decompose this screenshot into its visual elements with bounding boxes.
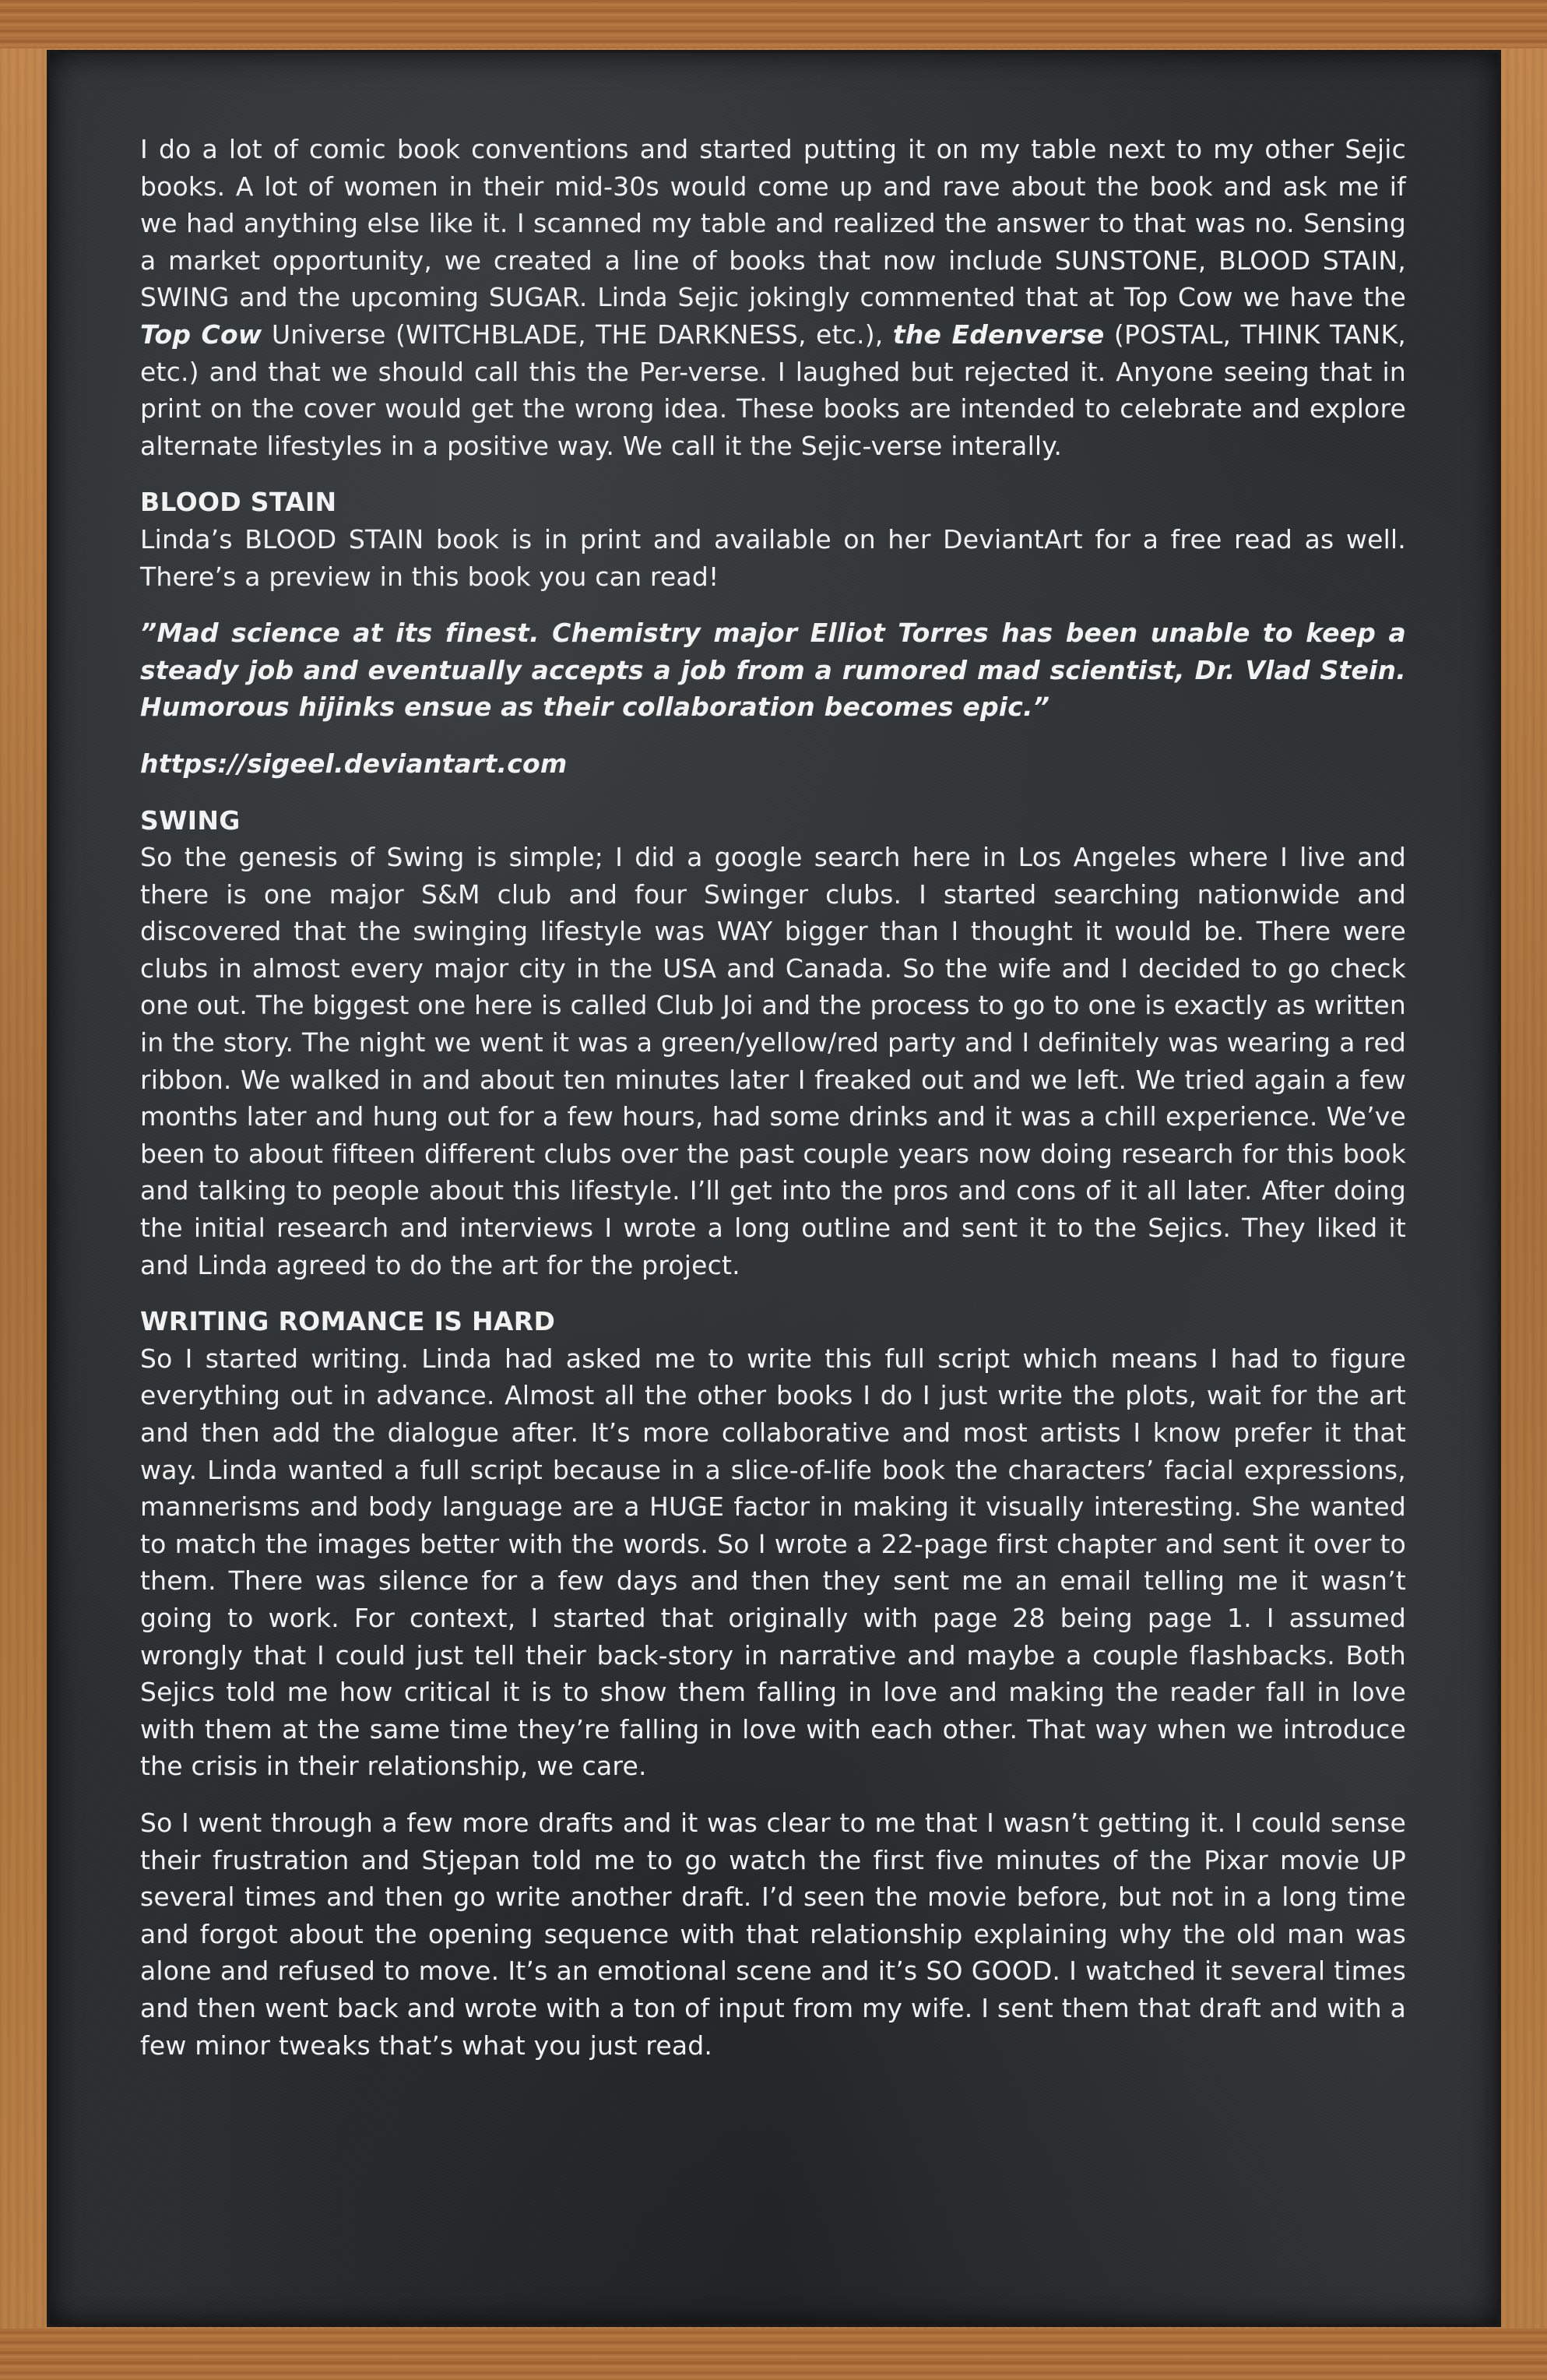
intro-emphasis-top-cow: Top Cow <box>140 319 262 350</box>
writing-romance-body: So I started writing. Linda had asked me to write this full script which means I had to figure everything out in advance. Almost all the other books I do I just write the plots, wait for the art and then add the dialogue after. It’s more collaborative and most artists I know prefer it that way. Linda wanted a full script because in a slice-of-life book the characters’ facial expressions, mannerisms and body language are a HUGE factor in making it visually interesting. She wanted to match the images better with the words. So I wrote a 22-page first chapter and sent it over to them. There was silence for a few days and then they sent me an email telling me it wasn’t going to work. For context, I started that originally with page 28 being page 1. I assumed wrongly that I could just tell their back-story in narrative and maybe a couple flashbacks. Both Sejics told me how critical it is to show them falling in love and making the reader fall in love with them at the same time they’re falling in love with each other. That way when we introduce the crisis in their relationship, we care. <box>140 1343 1406 1782</box>
article-body <box>140 131 1406 2083</box>
intro-emphasis-edenverse: the Edenverse <box>892 319 1105 350</box>
blood-stain-quote: ”Mad science at its finest. Chemistry major Elliot Torres has been unable to keep a steady job and eventually accepts a job from a rumored mad scientist, Dr. Vlad Stein. Humorous hijinks ensue as their collaboration becomes epic.” <box>140 618 1406 723</box>
intro-text-3: (POSTAL, THINK TANK, etc.) and that we should call this the Per-verse. I laughed but rejected it. Anyone seeing that in print on the cover would get the wrong idea. These books are intended to celebrate and explore alternate lifestyles in a positive way. We call it the Sejic-verse interally. <box>140 319 1406 461</box>
wood-frame-bottom <box>0 2329 1547 2380</box>
intro-text-1: I do a lot of comic book conventions and started putting it on my table next to my other Sejic books. A lot of women in their mid-30s would come up and rave about the book and ask me if we had anything else like it. I scanned my table and realized the answer to that was no. Sensing a market opportunity, we created a line of books that now include SUNSTONE, BLOOD STAIN, SWING and the upcoming SUGAR. Linda Sejic jokingly commented that at Top Cow we have the <box>140 134 1406 313</box>
swing-body: So the genesis of Swing is simple; I did a google search here in Los Angeles where I live and there is one major S&M club and four Swinger clubs. I started searching nationwide and discovered that the swinging lifestyle was WAY bigger than I thought it would be. There were clubs in almost every major city in the USA and Canada. So the wife and I decided to go check one out. The biggest one here is called Club Joi and the process to go to one is exactly as written in the story. The night we went it was a green/yellow/red party and I definitely was wearing a red ribbon. We walked in and about ten minutes later I freaked out and we left. We tried again a few months later and hung out for a few hours, had some drinks and it was a chill experience. We’ve been to about fifteen different clubs over the past couple years now doing research for this book and talking to people about this lifestyle. I’ll get into the pros and cons of it all later. After doing the initial research and interviews I wrote a long outline and sent it to the Sejics. They liked it and Linda agreed to do the art for the project. <box>140 842 1406 1280</box>
blood-stain-heading: BLOOD STAIN <box>140 487 337 518</box>
writing-romance-body-2: So I went through a few more drafts and it was clear to me that I wasn’t getting it. I could sense their frustration and Stjepan told me to go watch the first five minutes of the Pixar movie UP several times and then go write another draft. I’d seen the movie before, but not in a long time and forgot about the opening sequence with that relationship explaining why the old man was alone and refused to move. It’s an emotional scene and it’s SO GOOD. I watched it several times and then went back and wrote with a ton of input from my wife. I sent them that draft and with a few minor tweaks that’s what you just read. <box>140 1807 1406 2061</box>
intro-paragraph <box>140 131 1406 464</box>
blood-stain-body: Linda’s BLOOD STAIN book is in print and available on her DeviantArt for a free read as well. There’s a preview in this book you can read! <box>140 523 1406 592</box>
deviantart-link[interactable]: https://sigeel.deviantart.com <box>140 748 568 779</box>
swing-heading: SWING <box>140 804 241 836</box>
writing-romance-heading: WRITING ROMANCE IS HARD <box>140 1306 556 1337</box>
intro-text-2: Universe (WITCHBLADE, THE DARKNESS, etc.), <box>262 319 893 350</box>
wood-frame-top <box>0 0 1547 48</box>
